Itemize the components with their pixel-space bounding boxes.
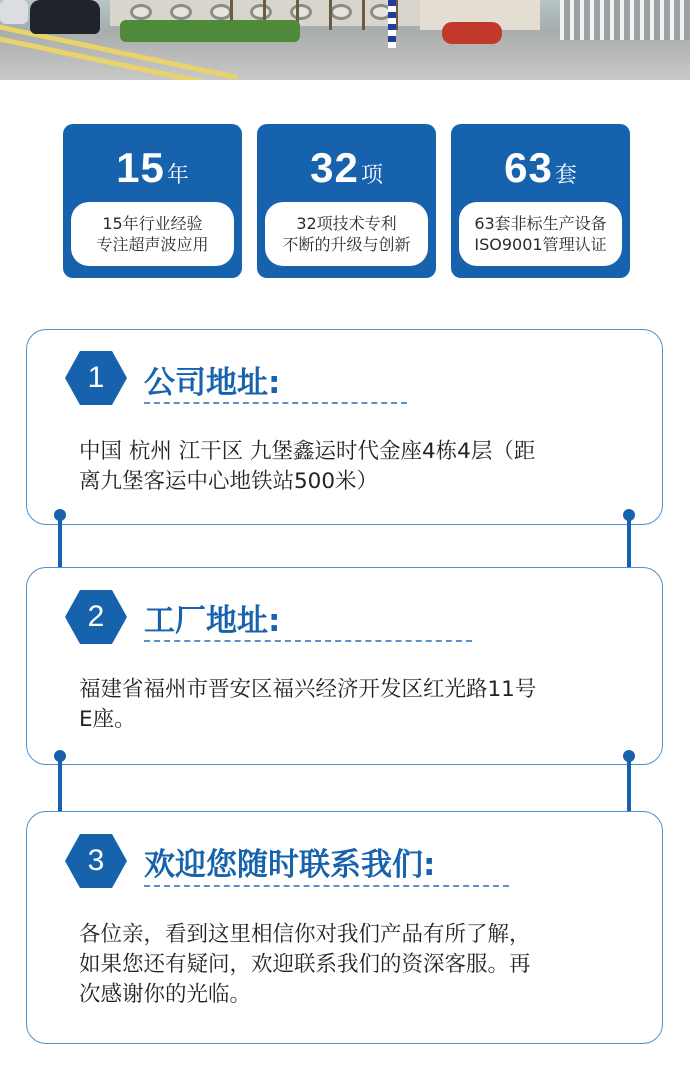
section-body: [79, 675, 628, 735]
section-number-badge: [64, 350, 128, 406]
section-body: [79, 437, 628, 497]
stat-line: 32项技术专利: [296, 214, 397, 233]
contact-us-card: [26, 811, 663, 1044]
stat-description: [71, 202, 234, 266]
section-number: 2: [87, 600, 105, 633]
factory-address-card: [26, 567, 663, 765]
stat-description: [459, 202, 622, 266]
stat-unit: 套: [554, 163, 577, 188]
title-underline: [144, 885, 509, 887]
stat-card-patents: [257, 124, 436, 278]
body-line: 中国 杭州 江干区 九堡鑫运时代金座4栋4层（距: [79, 439, 536, 464]
body-line: 福建省福州市晋安区福兴经济开发区红光路11号: [79, 677, 537, 702]
stat-description: [265, 202, 428, 266]
stat-line: 专注超声波应用: [96, 235, 209, 254]
stat-unit: 项: [360, 163, 383, 188]
company-address-card: [26, 329, 663, 525]
title-underline: [144, 402, 407, 404]
stat-number: 63: [504, 144, 553, 191]
body-line: 离九堡客运中心地铁站500米）: [79, 469, 379, 494]
stat-number: 32: [310, 144, 359, 191]
stat-line: 不断的升级与创新: [282, 235, 411, 254]
section-number: 3: [87, 844, 105, 877]
stat-line: 15年行业经验: [102, 214, 203, 233]
body-line: E座。: [79, 707, 136, 732]
factory-photo: [0, 0, 690, 80]
body-line: 如果您还有疑问，欢迎联系我们的资深客服。再: [79, 952, 531, 977]
body-line: 次感谢你的光临。: [79, 982, 252, 1007]
stat-line: ISO9001管理认证: [474, 235, 607, 254]
stat-unit: 年: [166, 163, 189, 188]
section-number: 1: [87, 361, 105, 394]
stats-row: [63, 124, 630, 278]
section-title: 工厂地址:: [144, 603, 281, 639]
body-line: 各位亲，看到这里相信你对我们产品有所了解，: [79, 922, 531, 947]
section-number-badge: [64, 589, 128, 645]
section-body: [79, 920, 628, 1010]
section-title: 公司地址:: [144, 365, 281, 401]
stat-line: 63套非标生产设备: [474, 214, 607, 233]
stat-number: 15: [116, 144, 165, 191]
stat-card-equipment: [451, 124, 630, 278]
title-underline: [144, 640, 472, 642]
section-number-badge: [64, 833, 128, 889]
stat-card-experience: [63, 124, 242, 278]
section-title: 欢迎您随时联系我们:: [144, 847, 436, 883]
